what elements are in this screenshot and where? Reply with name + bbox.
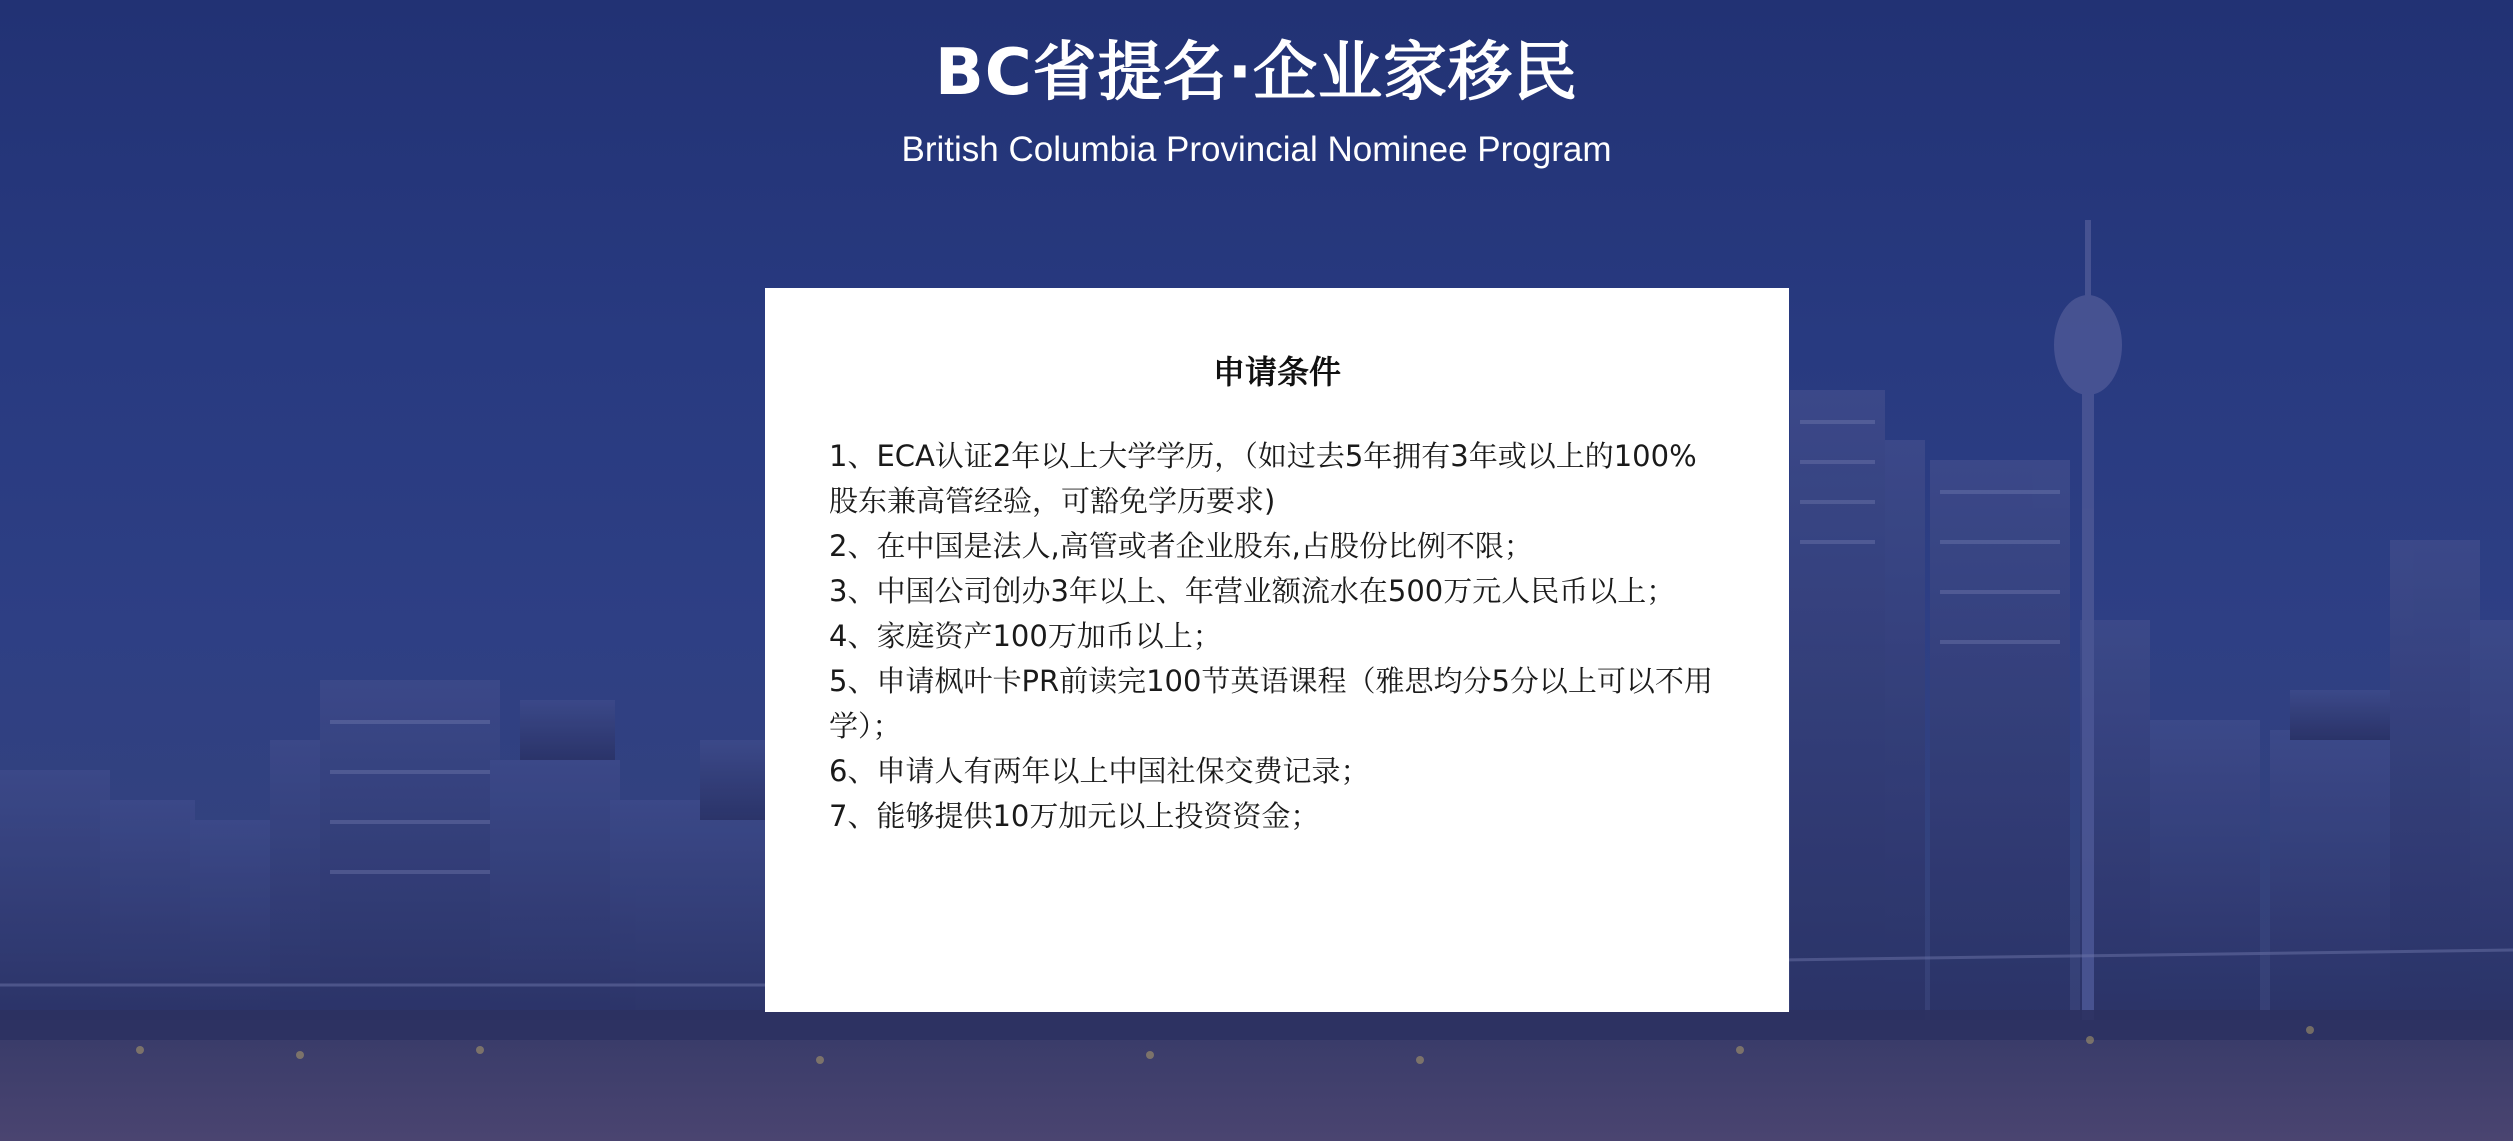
requirements-card xyxy=(765,288,1789,1012)
condition-item: 6、申请人有两年以上中国社保交费记录； xyxy=(829,754,1370,788)
conditions-list xyxy=(829,434,1725,839)
condition-item: 1、ECA认证2年以上大学学历，（如过去5年拥有3年或以上的100%股东兼高管经验，可豁免学历要求) xyxy=(829,439,1697,518)
condition-item: 3、中国公司创办3年以上、年营业额流水在500万元人民币以上； xyxy=(829,574,1676,608)
condition-item: 5、申请枫叶卡PR前读完100节英语课程（雅思均分5分以上可以不用学）； xyxy=(829,664,1713,743)
page-header xyxy=(0,34,2513,172)
card-title: 申请条件 xyxy=(1212,353,1341,391)
condition-item: 7、能够提供10万加元以上投资资金； xyxy=(829,799,1320,833)
condition-item: 4、家庭资产100万加币以上； xyxy=(829,619,1222,653)
condition-item: 2、在中国是法人,高管或者企业股东,占股份比例不限； xyxy=(829,529,1533,563)
page-title: BC省提名·企业家移民 xyxy=(934,36,1579,110)
page-subtitle: British Columbia Provincial Nominee Program xyxy=(901,130,1612,169)
